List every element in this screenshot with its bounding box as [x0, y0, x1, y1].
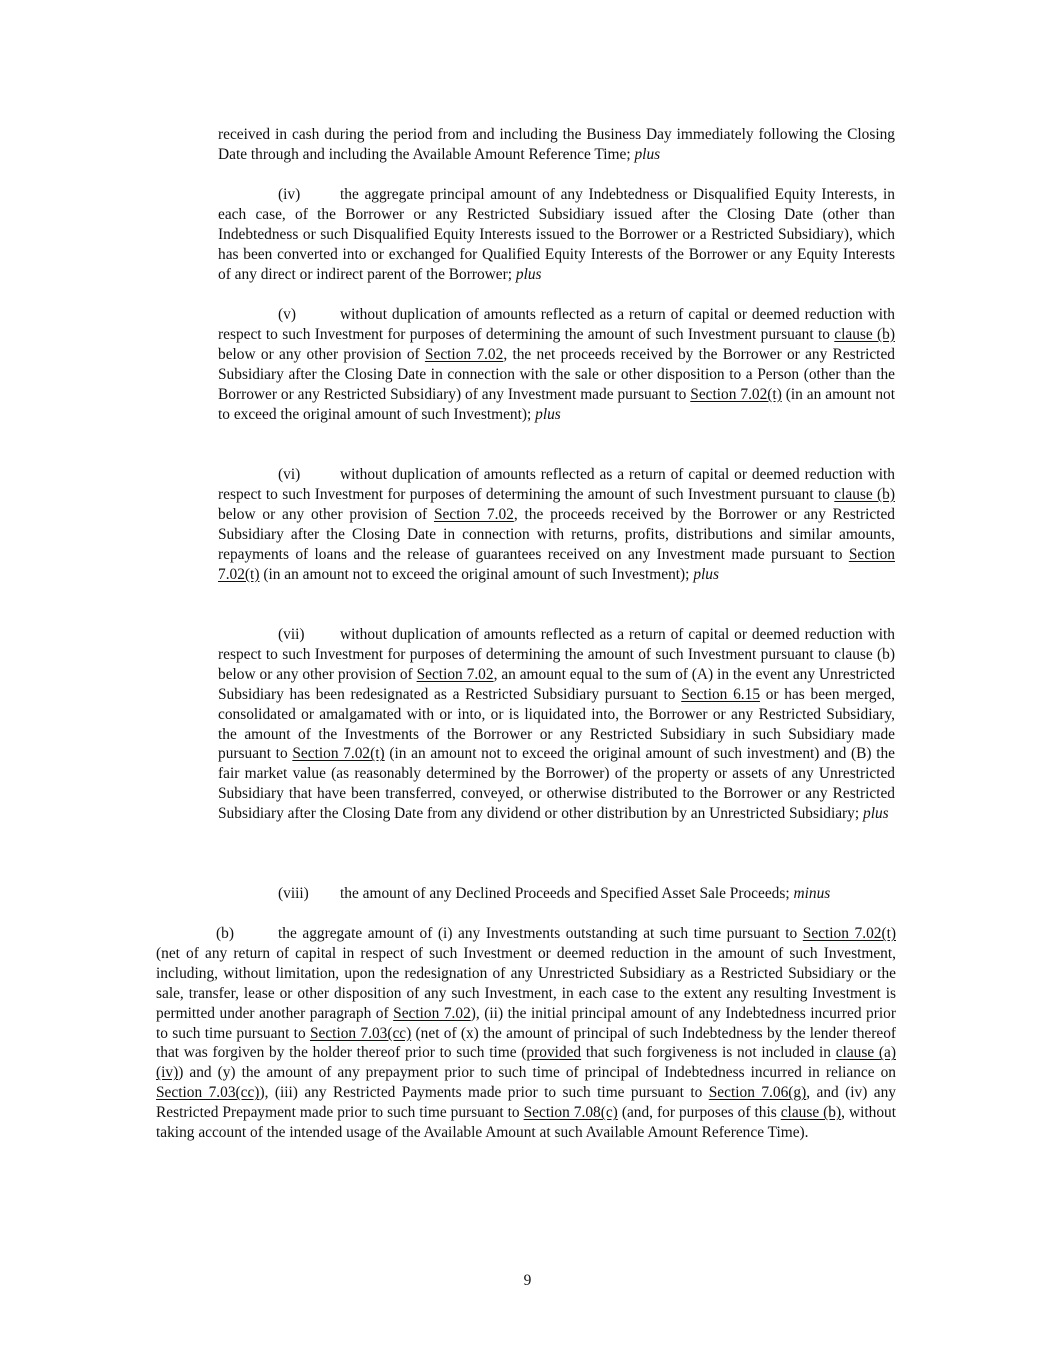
paragraph-v — [218, 305, 895, 424]
paragraph-text: (and, for purposes of this — [621, 1104, 777, 1122]
cross-reference: Section 7.02 — [433, 505, 514, 523]
paragraph-text: without duplication of amounts reflected as a return of capital or deemed reduction with respect to such Investment for purposes of determining the amount of such Investment pursuant to — [218, 306, 895, 343]
paragraph-text: ), (ii) the initial principal amount of any Indebtedness incurred prior to such time pursuant to — [156, 1004, 896, 1042]
paragraph-text: (in an amount not to exceed the original amount of such Investment); — [263, 565, 690, 583]
cross-reference: Section 7.03(cc) — [309, 1024, 412, 1042]
paragraph-vi — [218, 465, 895, 584]
paragraph-text: received in cash during the period from and including the Business Day immediately following the Closing Date through and including the Available Amount Reference Time; — [218, 126, 895, 163]
paragraph-vii — [218, 625, 895, 824]
cross-reference: clause (a)(iv) — [156, 1044, 896, 1082]
cross-reference: clause (b) — [780, 1104, 842, 1122]
clause-label: (vii) — [278, 626, 305, 643]
cross-reference: Section 7.02(t) — [292, 745, 385, 763]
clause-label: (vi) — [278, 466, 301, 483]
connector-word: plus — [634, 145, 661, 163]
paragraph-text: the amount of any Declined Proceeds and Specified Asset Sale Proceeds; — [340, 885, 790, 902]
connector-word: minus — [793, 885, 831, 902]
paragraph-text: (in an amount not to exceed the original amount of such investment) and (B) the fair market value (as reasonably determined by the Borrower) of the property or assets of any Unrestricted Subsidiary that have been transferred, conveyed, or otherwise distributed to the Borrower or any Restricted Subsidiary after the Closing Date from any dividend or other distribution by an Unrestricted Subsidiary; — [218, 745, 895, 823]
connector-word: plus — [693, 565, 719, 583]
paragraph-text: below or any other provision of — [218, 345, 420, 363]
paragraph-text: , the net proceeds received by the Borrower or any Restricted Subsidiary after the Closing Date in connection with the sale or other disposition to a Person (other than the Borrower or any Restricted Subsidiary) of any Investment made pursuant to — [218, 345, 895, 403]
paragraph-text: (net of (x) the amount of principal of such Indebtedness by the lender thereof that was forgiven by the holder thereof prior to such time ( — [156, 1024, 897, 1062]
paragraph-text: or has been merged, consolidated or amalgamated with or into, or is liquidated into, the Borrower or any Restricted Subsidiary, the amount of the Investments of the Borrower or any Restricted Subsidiary in such Subsidiary made pursuant to — [218, 685, 895, 763]
cross-reference: Section 7.02(t) — [218, 545, 895, 583]
paragraph-text: , the proceeds received by the Borrower or any Restricted Subsidiary after the Closing Date in connection with returns, profits, distributions and similar amounts, repayments of loans and the release of guarantees received on any Investment made pursuant to — [218, 505, 895, 563]
paragraph-text: , and (iv) any Restricted Prepayment made prior to such time pursuant to — [156, 1084, 896, 1122]
cross-reference: Section 7.08(c) — [523, 1104, 618, 1122]
clause-label: (iv) — [278, 186, 301, 203]
paragraph-iv — [218, 185, 895, 285]
paragraph-text: , without taking account of the intended usage of the Available Amount at such Available Amount Reference Time). — [156, 1104, 896, 1142]
clause-label: (viii) — [278, 885, 309, 902]
cross-reference: Section 7.02 — [424, 345, 504, 363]
page-number: 9 — [523, 1272, 532, 1289]
clause-label: (b) — [216, 925, 234, 942]
cross-reference: clause (b) — [834, 325, 895, 343]
connector-word: plus — [515, 265, 542, 283]
paragraph-text: without duplication of amounts reflected as a return of capital or deemed reduction with respect to such Investment for purposes of determining the amount of such Investment pursuant to — [218, 466, 895, 503]
paragraph-b — [156, 924, 896, 1143]
cross-reference: Section 7.06(g) — [708, 1084, 807, 1102]
cross-reference: Section 7.02 — [393, 1004, 471, 1022]
cross-reference: Section 6.15 — [681, 685, 761, 703]
cross-reference: Section 7.02(t) — [802, 925, 896, 942]
paragraph-text: the aggregate principal amount of any Indebtedness or Disqualified Equity Interests, in each case, of the Borrower or any Restricted Subsidiary issued after the Closing Date (other than Indebtedness or such Disqualified Equity Interests issued to the Borrower or a Restricted Subsidiary), which has been converted into or exchanged for Qualified Equity Interests of the Borrower or any Equity Interests of any direct or indirect parent of the Borrower; — [218, 186, 895, 283]
cross-reference: Section 7.02(t) — [690, 385, 782, 403]
paragraph-viii — [218, 884, 895, 904]
connector-word: plus — [863, 805, 889, 823]
paragraph-text: (net of any return of capital in respect of such Investment or deemed reduction in the amount of such Investment, including, without limitation, upon the redesignation of any Unrestricted Subsidiary as a Restricted Subsidiary or the sale, transfer, lease or other disposition of any such Investment, in each case to the extent any resulting Investment is permitted under another paragraph of — [156, 944, 896, 1022]
paragraph-text: that such forgiveness is not included in — [585, 1044, 832, 1062]
paragraph-text: without duplication of amounts reflected as a return of capital or deemed reduction with respect to such Investment for purposes of determining the amount of such Investment pursuant to clause (b) below or any other provision of — [218, 626, 895, 683]
cross-reference: Section 7.02 — [416, 665, 494, 683]
paragraph-text: (in an amount not to exceed the original amount of such Investment); — [218, 385, 896, 423]
connector-word: plus — [535, 405, 561, 423]
clause-label: (v) — [278, 306, 296, 323]
paragraph-text: , an amount equal to the sum of (A) in the event any Unrestricted Subsidiary has been redesignated as a Restricted Subsidiary pursuant to — [218, 665, 895, 703]
paragraph-continuation — [218, 125, 895, 165]
paragraph-text: below or any other provision of — [218, 505, 428, 523]
cross-reference: provided — [526, 1044, 582, 1062]
cross-reference: clause (b) — [834, 485, 895, 503]
paragraph-text: the aggregate amount of (i) any Investments outstanding at such time pursuant to — [278, 925, 798, 942]
paragraph-text: ), (iii) any Restricted Payments made prior to such time pursuant to — [259, 1084, 703, 1102]
paragraph-text: ) and (y) the amount of any prepayment prior to such time of principal of Indebtedness incurred in reliance on — [178, 1064, 896, 1082]
cross-reference: Section 7.03(cc) — [156, 1084, 260, 1102]
